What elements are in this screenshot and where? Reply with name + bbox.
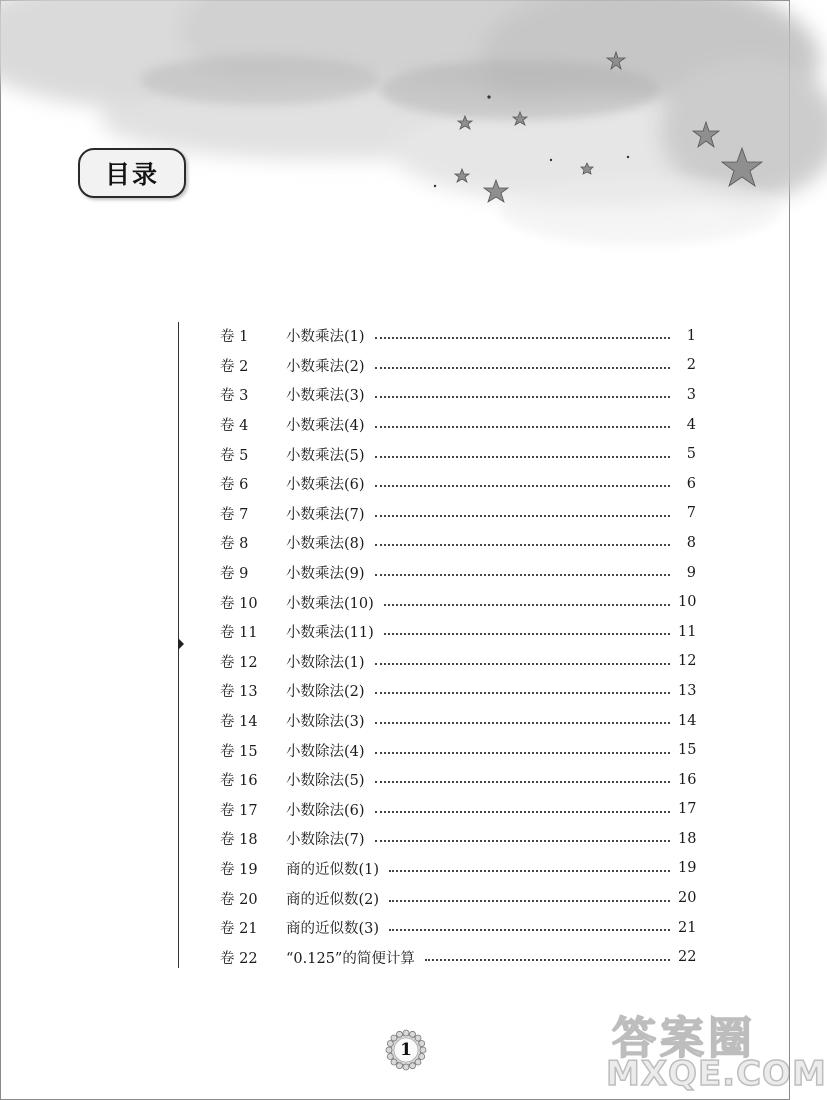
toc-topic: 小数乘法(4): [286, 418, 365, 435]
toc-volume-label: 卷 13: [220, 684, 258, 701]
toc-dot-leader: [375, 455, 670, 458]
toc-volume-label: 卷 14: [220, 714, 258, 731]
toc-entry[interactable]: [220, 587, 696, 617]
toc-dot-leader: [375, 425, 670, 428]
toc-entry[interactable]: [220, 913, 696, 943]
page-number-badge: [384, 1028, 428, 1072]
toc-entry[interactable]: [220, 558, 696, 588]
toc-entry[interactable]: [220, 528, 696, 558]
toc-topic: 小数乘法(9): [286, 566, 365, 583]
toc-dot-leader: [375, 691, 670, 694]
triangle-marker-icon: [178, 638, 184, 650]
toc-entry[interactable]: [220, 647, 696, 677]
toc-dot-leader: [425, 958, 670, 961]
toc-volume-label: 卷 1: [220, 329, 249, 346]
star-icon: [607, 52, 625, 69]
toc-volume-label: 卷 15: [220, 743, 258, 760]
toc-dot-leader: [389, 869, 670, 872]
toc-dot-leader: [389, 899, 670, 902]
toc-page-number: 2: [686, 357, 696, 374]
toc-entry[interactable]: [220, 499, 696, 529]
toc-page-number: 22: [678, 949, 697, 966]
toc-volume-label: 卷 4: [220, 418, 249, 435]
toc-entry[interactable]: [220, 469, 696, 499]
page-title: 目录: [104, 160, 159, 189]
toc-topic: 商的近似数(3): [286, 921, 380, 938]
toc-topic: 商的近似数(2): [286, 891, 380, 908]
toc-entry[interactable]: [220, 617, 696, 647]
toc-volume-label: 卷 10: [220, 595, 258, 612]
toc-page-number: 3: [686, 386, 696, 403]
toc-entry[interactable]: [220, 676, 696, 706]
toc-topic: 小数除法(4): [286, 743, 365, 760]
toc-dot-leader: [389, 928, 670, 931]
toc-page-number: 17: [678, 801, 697, 818]
toc-dot-leader: [384, 603, 670, 606]
toc-volume-label: 卷 2: [220, 358, 249, 375]
toc-page-number: 10: [678, 594, 697, 611]
toc-topic: 小数乘法(8): [286, 536, 365, 553]
star-icon: [581, 163, 593, 174]
toc-topic: 小数除法(2): [286, 684, 365, 701]
toc-volume-label: 卷 17: [220, 802, 258, 819]
toc-entry[interactable]: [220, 380, 696, 410]
toc-page-number: 4: [686, 416, 696, 433]
toc-dot-leader: [375, 810, 670, 813]
toc-page-number: 16: [678, 771, 697, 788]
toc-dot-leader: [375, 839, 670, 842]
site-watermark: [606, 1002, 827, 1100]
page-number: 1: [400, 1040, 412, 1060]
toc-page-number: 18: [678, 830, 697, 847]
toc-volume-label: 卷 3: [220, 388, 249, 405]
toc-page-number: 19: [678, 860, 697, 877]
toc-volume-label: 卷 18: [220, 832, 258, 849]
toc-volume-label: 卷 5: [220, 447, 249, 464]
toc-page-number: 13: [678, 682, 697, 699]
toc-volume-label: 卷 9: [220, 566, 249, 583]
toc-page-number: 11: [678, 623, 697, 640]
toc-topic: 小数乘法(2): [286, 358, 365, 375]
star-icon: [484, 180, 508, 202]
toc-dot-leader: [375, 721, 670, 724]
toc-volume-label: 卷 16: [220, 773, 258, 790]
toc-dot-leader: [375, 366, 670, 369]
star-icon: [458, 116, 472, 129]
toc-entry[interactable]: [220, 795, 696, 825]
toc-dot-leader: [375, 573, 670, 576]
watermark-text: 答案圈: [612, 1013, 756, 1064]
toc-page-number: 12: [678, 653, 697, 670]
toc-volume-label: 卷 12: [220, 654, 258, 671]
toc-page-number: 8: [686, 534, 696, 551]
toc-volume-label: 卷 6: [220, 477, 249, 494]
toc-dot-leader: [375, 751, 670, 754]
toc-volume-label: 卷 21: [220, 921, 258, 938]
toc-volume-label: 卷 11: [220, 625, 258, 642]
toc-page-number: 9: [686, 564, 696, 581]
watermark-url: MXQE.COM: [606, 1054, 827, 1094]
toc-volume-label: 卷 8: [220, 536, 249, 553]
toc-entry[interactable]: [220, 883, 696, 913]
toc-title-box: [78, 148, 186, 198]
toc-topic: 小数乘法(10): [286, 595, 374, 612]
toc-entry[interactable]: [220, 410, 696, 440]
toc-topic: 小数乘法(6): [286, 477, 365, 494]
toc-volume-label: 卷 7: [220, 506, 249, 523]
toc-topic: 小数除法(5): [286, 773, 365, 790]
toc-entry[interactable]: [220, 735, 696, 765]
toc-topic: 小数除法(6): [286, 802, 365, 819]
star-icon: [693, 122, 719, 147]
toc-dot-leader: [375, 395, 670, 398]
star-icon: [722, 148, 762, 186]
toc-dot-leader: [375, 484, 670, 487]
toc-entry[interactable]: [220, 765, 696, 795]
toc-entry[interactable]: [220, 854, 696, 884]
toc-topic: 小数乘法(5): [286, 447, 365, 464]
toc-volume-label: 卷 19: [220, 861, 258, 878]
toc-topic: 小数乘法(1): [286, 329, 365, 346]
toc-page-number: 14: [678, 712, 697, 729]
toc-entry[interactable]: [220, 351, 696, 381]
toc-dot-leader: [375, 662, 670, 665]
toc-topic: “0.125”的简便计算: [286, 950, 415, 967]
star-icon: [513, 112, 527, 125]
toc-volume-label: 卷 20: [220, 891, 258, 908]
toc-dot-leader: [375, 514, 670, 517]
toc-page-number: 1: [686, 327, 696, 344]
toc-list: [220, 321, 696, 972]
toc-page-number: 5: [686, 446, 696, 463]
toc-page-number: 15: [678, 742, 697, 759]
toc-dot-leader: [375, 543, 670, 546]
toc-dot-leader: [375, 336, 670, 339]
star-icon: [455, 169, 469, 182]
toc-topic: 小数除法(7): [286, 832, 365, 849]
toc-entry[interactable]: [220, 706, 696, 736]
toc-dot-leader: [384, 632, 670, 635]
toc-page-number: 21: [678, 919, 697, 936]
toc-topic: 小数乘法(3): [286, 388, 365, 405]
toc-volume-label: 卷 22: [220, 950, 258, 967]
toc-topic: 小数除法(3): [286, 714, 365, 731]
toc-topic: 小数乘法(7): [286, 506, 365, 523]
toc-entry[interactable]: [220, 824, 696, 854]
toc-page-number: 20: [678, 890, 697, 907]
toc-page-number: 7: [686, 505, 696, 522]
toc-entry[interactable]: [220, 321, 696, 351]
toc-page-number: 6: [686, 475, 696, 492]
toc-topic: 小数乘法(11): [286, 625, 374, 642]
toc-dot-leader: [375, 780, 670, 783]
toc-topic: 小数除法(1): [286, 654, 365, 671]
toc-entry[interactable]: [220, 942, 696, 972]
toc-topic: 商的近似数(1): [286, 861, 380, 878]
toc-entry[interactable]: [220, 439, 696, 469]
